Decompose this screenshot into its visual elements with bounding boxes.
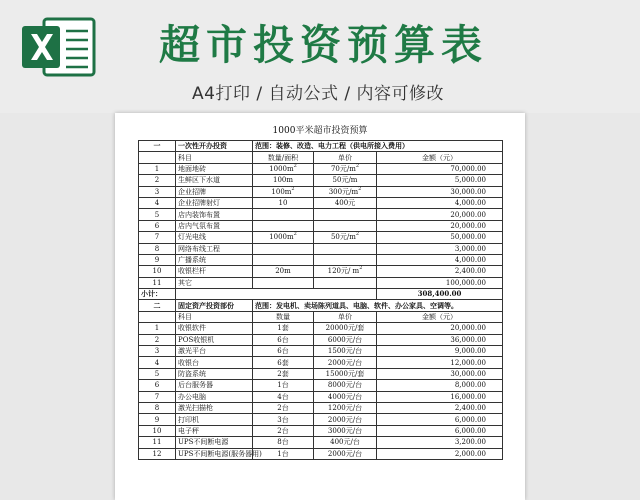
row-price xyxy=(314,243,377,254)
table-row xyxy=(139,197,503,208)
row-number: 8 xyxy=(139,243,176,254)
section-number: 二 xyxy=(139,300,176,311)
row-item: 办公电脑 xyxy=(176,391,253,402)
table-row xyxy=(139,243,503,254)
subtotal-blank xyxy=(176,289,377,300)
row-item: 后台服务器 xyxy=(176,380,253,391)
row-qty: 2台 xyxy=(253,402,314,413)
row-item: 地面地砖 xyxy=(176,163,253,174)
table-row xyxy=(139,254,503,265)
row-price: 2000元/台 xyxy=(314,448,377,459)
row-item: POS收银机 xyxy=(176,334,253,345)
row-item: 生鲜区下水道 xyxy=(176,175,253,186)
row-amount: 20,000.00 xyxy=(377,209,503,220)
table-row xyxy=(139,357,503,368)
row-amount: 9,000.00 xyxy=(377,346,503,357)
row-number: 8 xyxy=(139,402,176,413)
row-item: 防盗系统 xyxy=(176,368,253,379)
row-number: 5 xyxy=(139,209,176,220)
row-price: 1500元/台 xyxy=(314,346,377,357)
table-row xyxy=(139,380,503,391)
row-amount: 2,000.00 xyxy=(377,448,503,459)
row-item: 打印机 xyxy=(176,414,253,425)
table-row xyxy=(139,414,503,425)
table-row xyxy=(139,334,503,345)
column-header-amount: 金额（元） xyxy=(377,152,503,163)
row-number: 3 xyxy=(139,186,176,197)
row-number: 3 xyxy=(139,346,176,357)
row-number: 6 xyxy=(139,380,176,391)
table-row xyxy=(139,448,503,459)
row-amount: 3,000.00 xyxy=(377,243,503,254)
table-row xyxy=(139,266,503,277)
table-row xyxy=(139,346,503,357)
row-item: 收银台 xyxy=(176,357,253,368)
row-qty: 6台 xyxy=(253,334,314,345)
table-row xyxy=(139,175,503,186)
row-number: 6 xyxy=(139,220,176,231)
row-number: 1 xyxy=(139,163,176,174)
row-qty: $100m^2$ xyxy=(253,186,314,197)
row-price: 50元$/m^2$ xyxy=(314,232,377,243)
row-item: 激光平台 xyxy=(176,346,253,357)
table-row xyxy=(139,209,503,220)
row-price xyxy=(314,209,377,220)
row-price: 400元/台 xyxy=(314,437,377,448)
column-header-no xyxy=(139,152,176,163)
table-row xyxy=(139,368,503,379)
row-qty: 1台 xyxy=(253,380,314,391)
row-qty xyxy=(253,243,314,254)
row-qty: 2套 xyxy=(253,368,314,379)
row-price: 3000元/台 xyxy=(314,425,377,436)
table-row xyxy=(139,277,503,288)
table-row xyxy=(139,402,503,413)
row-number: 2 xyxy=(139,175,176,186)
row-item: 网络布线工程 xyxy=(176,243,253,254)
row-item: 广播系统 xyxy=(176,254,253,265)
subtotal-row xyxy=(139,289,503,300)
subtotal-label: 小计： xyxy=(139,289,176,300)
row-qty: 3台 xyxy=(253,414,314,425)
row-price: 1200元/台 xyxy=(314,402,377,413)
page-subtitle: A4打印 / 自动公式 / 内容可修改 xyxy=(192,84,445,104)
row-qty xyxy=(253,277,314,288)
row-amount: 50,000.00 xyxy=(377,232,503,243)
row-number: 4 xyxy=(139,197,176,208)
row-number: 5 xyxy=(139,368,176,379)
row-amount: 8,000.00 xyxy=(377,380,503,391)
row-item: 其它 xyxy=(176,277,253,288)
row-amount: 100,000.00 xyxy=(377,277,503,288)
row-amount: 16,000.00 xyxy=(377,391,503,402)
row-number: 1 xyxy=(139,323,176,334)
row-amount: 4,000.00 xyxy=(377,197,503,208)
row-number: 7 xyxy=(139,232,176,243)
row-amount: 12,000.00 xyxy=(377,357,503,368)
row-item: UPS不间断电源(服务器用) xyxy=(176,448,253,459)
column-header-amount: 金额（元） xyxy=(377,311,503,322)
row-qty: 2台 xyxy=(253,425,314,436)
table-row xyxy=(139,437,503,448)
row-qty: $1000m^2$ xyxy=(253,232,314,243)
row-item: UPS不间断电源 xyxy=(176,437,253,448)
sheet-title: 1000平米超市投资预算 xyxy=(272,126,368,136)
table-row xyxy=(139,232,503,243)
table-row xyxy=(139,186,503,197)
row-amount: 4,000.00 xyxy=(377,254,503,265)
column-header-row xyxy=(139,152,503,163)
row-amount: 2,400.00 xyxy=(377,402,503,413)
column-header-no xyxy=(139,311,176,322)
row-amount: 2,400.00 xyxy=(377,266,503,277)
row-price xyxy=(314,254,377,265)
row-item: 企业招牌射灯 xyxy=(176,197,253,208)
row-item: 收银软件 xyxy=(176,323,253,334)
row-item: 企业招牌 xyxy=(176,186,253,197)
row-price: 2000元/台 xyxy=(314,357,377,368)
row-qty: 1台 xyxy=(253,448,314,459)
row-price: 400元 xyxy=(314,197,377,208)
row-number: 7 xyxy=(139,391,176,402)
row-item: 店内气氛布置 xyxy=(176,220,253,231)
row-amount: 20,000.00 xyxy=(377,220,503,231)
table-row xyxy=(139,323,503,334)
column-header-qty: 数量 xyxy=(253,311,314,322)
row-qty xyxy=(253,254,314,265)
row-qty: 100m xyxy=(253,175,314,186)
row-price: 50元/m xyxy=(314,175,377,186)
column-header-item: 科目 xyxy=(176,311,253,322)
row-price: 70元$/m^2$ xyxy=(314,163,377,174)
row-price: 2000元/台 xyxy=(314,414,377,425)
row-number: 12 xyxy=(139,448,176,459)
row-qty: 6台 xyxy=(253,346,314,357)
column-header-price: 单价 xyxy=(314,311,377,322)
row-price: 4000元/台 xyxy=(314,391,377,402)
row-item: 灯光电线 xyxy=(176,232,253,243)
row-qty: 20m xyxy=(253,266,314,277)
row-qty xyxy=(253,220,314,231)
section-scope: 范围：装修、改造、电力工程（供电所接入费用） xyxy=(253,141,503,152)
section-scope: 范围：发电机、卖场陈列道具、电脑、软件、办公家具、空调等。 xyxy=(253,300,503,311)
row-number: 10 xyxy=(139,425,176,436)
row-number: 9 xyxy=(139,254,176,265)
row-price: 6000元/台 xyxy=(314,334,377,345)
row-price: 300元$/m^2$ xyxy=(314,186,377,197)
budget-sheet xyxy=(115,113,525,500)
row-qty: $1000m^2$ xyxy=(253,163,314,174)
table-row xyxy=(139,425,503,436)
row-amount: 6,000.00 xyxy=(377,425,503,436)
row-qty xyxy=(253,209,314,220)
section-number: 一 xyxy=(139,141,176,152)
section-header-row xyxy=(139,141,503,152)
row-price: 8000元/台 xyxy=(314,380,377,391)
table-row xyxy=(139,391,503,402)
row-amount: 5,000.00 xyxy=(377,175,503,186)
row-amount: 30,000.00 xyxy=(377,186,503,197)
row-qty: 10 xyxy=(253,197,314,208)
row-qty: 4台 xyxy=(253,391,314,402)
row-number: 2 xyxy=(139,334,176,345)
budget-table xyxy=(138,140,503,460)
row-price: 15000元/套 xyxy=(314,368,377,379)
row-price xyxy=(314,277,377,288)
row-item: 收银栏杆 xyxy=(176,266,253,277)
column-header-row xyxy=(139,311,503,322)
row-price xyxy=(314,220,377,231)
row-qty: 6套 xyxy=(253,357,314,368)
row-amount: 36,000.00 xyxy=(377,334,503,345)
row-number: 11 xyxy=(139,437,176,448)
row-amount: 70,000.00 xyxy=(377,163,503,174)
row-item: 店内装饰布置 xyxy=(176,209,253,220)
excel-logo-icon xyxy=(20,17,96,77)
row-amount: 30,000.00 xyxy=(377,368,503,379)
section-name: 一次性开办投资 xyxy=(176,141,253,152)
row-amount: 3,200.00 xyxy=(377,437,503,448)
row-qty: 8台 xyxy=(253,437,314,448)
column-header-price: 单价 xyxy=(314,152,377,163)
row-price: 20000元/套 xyxy=(314,323,377,334)
page-title: 超市投资预算表 xyxy=(159,21,488,69)
section-header-row xyxy=(139,300,503,311)
column-header-qty: 数量/面积 xyxy=(253,152,314,163)
subtotal-amount: 308,400.00 xyxy=(377,289,503,300)
column-header-item: 科目 xyxy=(176,152,253,163)
row-price: 120元/ $m^2$ xyxy=(314,266,377,277)
row-item: 激光扫描枪 xyxy=(176,402,253,413)
row-amount: 6,000.00 xyxy=(377,414,503,425)
row-amount: 20,000.00 xyxy=(377,323,503,334)
table-row xyxy=(139,220,503,231)
row-number: 10 xyxy=(139,266,176,277)
section-name: 固定资产投资部份 xyxy=(176,300,253,311)
row-qty: 1套 xyxy=(253,323,314,334)
row-item: 电子秤 xyxy=(176,425,253,436)
table-row xyxy=(139,163,503,174)
row-number: 4 xyxy=(139,357,176,368)
row-number: 11 xyxy=(139,277,176,288)
row-number: 9 xyxy=(139,414,176,425)
header-banner xyxy=(0,0,640,113)
